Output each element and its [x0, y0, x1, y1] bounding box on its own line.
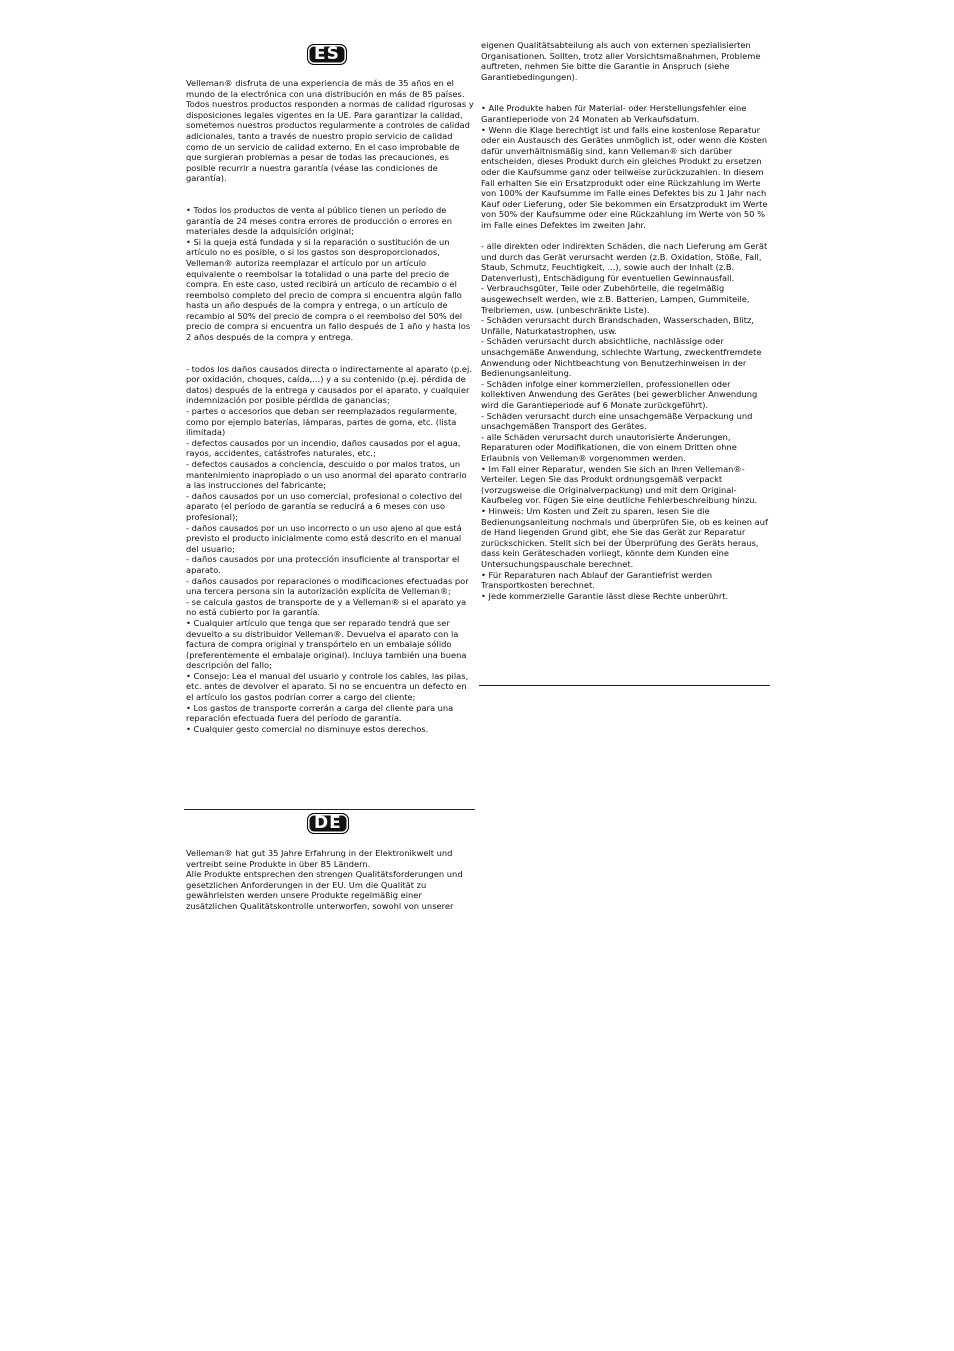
es-exclusion-item: - daños causados por reparaciones o modificaciones efectuadas por una tercera persona sin la autorización explícita de Velleman®;	[186, 575, 472, 597]
es-exclusion-item: • Los gastos de transporte correrán a carga del cliente para una reparación efectuada fuera del período de garantía.	[186, 702, 456, 724]
es-exclusion-item: - defectos causados por un incendio, daños causados por el agua, rayos, accidentes, catástrofes naturales, etc.;	[186, 437, 464, 459]
language-badge-es: ES	[307, 44, 347, 65]
es-exclusion-item: - daños causados por un uso incorrecto o un uso ajeno al que está previsto el producto inicialmente como está descrito en el manual del usuario;	[186, 522, 465, 554]
de-exclusion-item: • Im Fall einer Reparatur, wenden Sie sich an Ihren Velleman®-Verteiler. Legen Sie das Produkt ordnungsgemäß verpackt (vorzugsweise die Originalverpackung) und mit dem Original-Kaufbeleg vor. Fügen Sie eine deutliche Fehlerbeschreibung hinzu.	[481, 463, 758, 506]
de-intro-continuation: eigenen Qualitätsabteilung als auch von externen spezialisierten Organisationen. Sollten, trotz aller Vorsichtsmaßnahmen, Probleme auftreten, nehmen Sie bitte die Garantie in Anspruch (siehe Garantiebedingungen).	[481, 40, 764, 82]
de-exclusion-item: - alle Schäden verursacht durch unautorisierte Änderungen, Reparaturen oder Modifikationen, die von einem Dritten ohne Erlaubnis von Velleman® vorgenommen werden.	[481, 431, 740, 463]
es-exclusion-item: - defectos causados a conciencia, descuido o por malos tratos, un mantenimiento inapropiado o un uso anormal del aparato contrario a las instrucciones del fabricante;	[186, 459, 470, 491]
de-exclusion-item: - Schäden verursacht durch eine unsachgemäße Verpackung und unsachgemäßen Transport des Gerätes.	[481, 410, 756, 432]
de-exclusion-item: - alle direkten oder indirekten Schäden, die nach Lieferung am Gerät und durch das Gerät verursacht werden (z.B. Oxidation, Stöße, Fall, Staub, Schmutz, Feuchtigkeit, ...), sowie auch der Inhalt (z.B. Datenverlust), Entschädigung für eventuellen Gewinnausfall.	[481, 241, 770, 283]
es-warranty-item: • Todos los productos de venta al público tienen un período de garantía de 24 meses contra errores de producción o errores en materiales desde la adquisición original;	[186, 204, 455, 237]
de-exclusion-item: - Schäden verursacht durch absichtliche, nachlässige oder unsachgemäße Anwendung, schlechte Wartung, zweckentfremdete Anwendung oder Nichtbeachtung von Benutzerhinweisen in der Bedienungsanleitung.	[481, 336, 765, 379]
de-exclusion-item: • Für Reparaturen nach Ablauf der Garantiefrist werden Transportkosten berechnet.	[481, 569, 715, 591]
es-exclusion-item: - todos los daños causados directa o indirectamente al aparato (p.ej. por oxidación, choques, caída,...) y a su contenido (p.ej. pérdida de datos) después de la entrega y causados por el aparato, y cualquier indemnización por posible pérdida de ganancias;	[186, 363, 475, 406]
de-warranty-item: • Wenn die Klage berechtigt ist und falls eine kostenlose Reparatur oder ein Austausch des Gerätes unmöglich ist, oder wenn die Kosten dafür unverhältnismäßig sind, kann Velleman® sich darüber entscheiden, dieses Produkt durch ein gleiches Produkt zu ersetzen oder die Kaufsumme ganz oder teilweise zurückzuzahlen. In diesem Fall erhalten Sie ein Ersatzprodukt oder eine Rückzahlung im Werte von 100% der Kaufsumme im Falle eines Defektes bis zu 1 Jahr nach Kauf oder Lieferung, oder Sie bekommen ein Ersatzprodukt im Werte von 50% der Kaufsumme oder eine Rückzahlung im Werte von 50 % im Falle eines Defektes im zweiten Jahr.	[481, 124, 771, 230]
language-badge-de: DE	[307, 813, 349, 834]
es-warranty-item: • Si la queja está fundada y si la reparación o sustitución de un artículo no es posible, o si los gastos son desproporcionados, Velleman® autoriza reemplazar el artículo por un artículo equivalente o reembolsar la totalidad o una parte del precio de compra. En este caso, usted recibirá un artículo de recambio o el reembolso completo del precio de compra si encuentra algún fallo hasta un año después de la compra y entrega, o un artículo de recambio al 50% del precio de compra o el reembolso del 50% del precio de compra si encuentra un fallo después de 1 año y hasta los 2 años después de la compra y entrega.	[186, 236, 473, 343]
de-warranty-item: • Alle Produkte haben für Material- oder Herstellungsfehler eine Garantieperiode von 24 Monaten ab Verkaufsdatum.	[481, 103, 750, 124]
es-exclusion-item: - partes o accesorios que deban ser reemplazados regularmente, como por ejemplo baterías, lámparas, partes de goma, etc. (lista ilimitada)	[186, 406, 460, 438]
es-exclusion-item: - daños causados por una protección insuficiente al transportar el aparato.	[186, 554, 462, 575]
es-intro-paragraph: Velleman® disfruta de una experiencia de más de 35 años en el mundo de la electrónica con una distribución en más de 85 países. Todos nuestros productos responden a normas de calidad rigurosas y disposiciones legales vigentes en la UE. Para garantizar la calidad, sometemos nuestros productos regularmente a controles de calidad adicionales, tanto a través de nuestro propio servicio de calidad como de un servicio de calidad externo. En el caso improbable de que surgieran problemas a pesar de todas las precauciones, es posible recurrir a nuestra garantía (véase las condiciones de garantía).	[186, 78, 477, 184]
es-exclusion-item: • Consejo: Lea el manual del usuario y controle los cables, las pilas, etc. antes de devolver el aparato. Si no se encuentra un defecto en el artículo los gastos podrían correr a cargo del cliente;	[186, 670, 471, 703]
de-exclusion-item: - Schäden infolge einer kommerziellen, professionellen oder kollektiven Anwendung des Gerätes (bei gewerblicher Anwendung wird die Garantieperiode auf 6 Monate zurückgeführt).	[481, 378, 760, 410]
es-exclusion-item: • Cualquier artículo que tenga que ser reparado tendrá que ser devuelto a su distribuidor Velleman®. Devuelva el aparato con la factura de compra original y transpórtelo en un embalaje sólido (preferentemente el embalaje original). Incluya también una buena descripción del fallo;	[186, 617, 470, 671]
german-intro-text	[186, 848, 474, 912]
de-exclusion-item: - Verbrauchsgüter, Teile oder Zubehörteile, die regelmäßig ausgewechselt werden, wie z.B. Batterien, Lampen, Gummiteile, Treibriemen, usw. (unbeschränkte Liste).	[481, 283, 753, 315]
es-exclusion-item: • Cualquier gesto comercial no disminuye estos derechos.	[186, 723, 429, 734]
es-exclusion-item: - se calcula gastos de transporte de y a Velleman® si el aparato ya no está cubierto por la garantía.	[186, 596, 469, 618]
de-intro-paragraph: Velleman® hat gut 35 Jahre Erfahrung in der Elektronikwelt und vertreibt seine Produkte in über 85 Ländern.	[186, 848, 456, 869]
german-warranty-text	[481, 40, 769, 601]
de-intro-paragraph: Alle Produkte entsprechen den strengen Qualitätsforderungen und gesetzlichen Anforderungen in der EU. Um die Qualität zu gewährleisten werden unsere Produkte regelmäßig einer zusätzlichen Qualitätskontrolle unterworfen, sowohl von unserer	[186, 869, 466, 911]
de-exclusion-item: • Jede kommerzielle Garantie lässt diese Rechte unberührt.	[481, 590, 729, 601]
section-divider-left	[184, 809, 475, 810]
section-divider-right	[479, 685, 770, 686]
spanish-warranty-text	[186, 78, 477, 734]
de-exclusion-item: - Schäden verursacht durch Brandschaden, Wasserschaden, Blitz, Unfälle, Naturkatastrophen, usw.	[481, 315, 757, 336]
de-exclusion-item: • Hinweis: Um Kosten und Zeit zu sparen, lesen Sie die Bedienungsanleitung nochmals und überprüfen Sie, ob es keinen auf de Hand liegenden Grund gibt, ehe Sie das Gerät zur Reparatur zurückschicken. Stellt sich bei der Überprüfung des Geräts heraus, dass kein Geräteschaden vorliegt, könnte dem Kunden eine Untersuchungspauschale berechnet.	[481, 505, 771, 569]
es-exclusion-item: - daños causados por un uso comercial, profesional o colectivo del aparato (el período de garantía se reducirá a 6 meses con uso profesional);	[186, 490, 465, 522]
